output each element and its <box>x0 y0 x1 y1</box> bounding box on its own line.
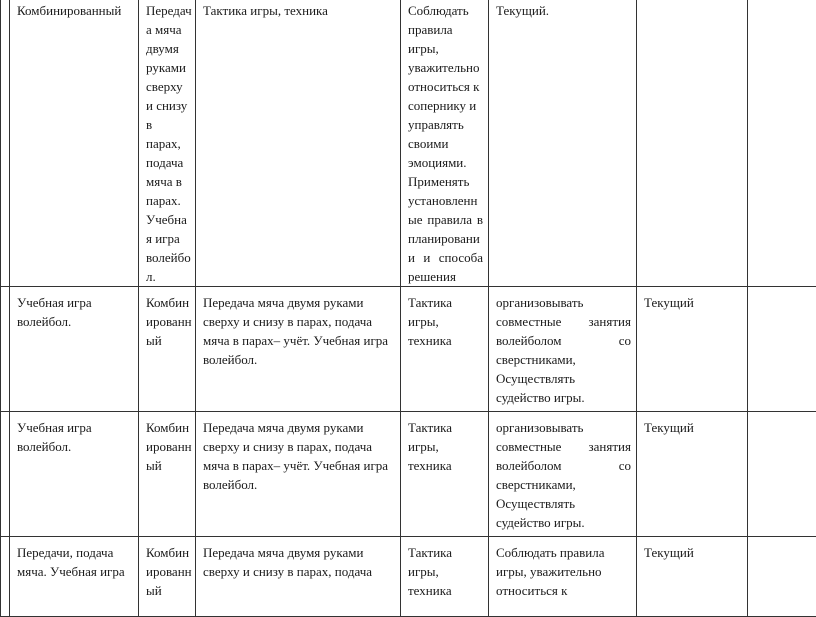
results-cell: Тактика игры, техника <box>401 287 489 412</box>
content-cell: Тактика игры, техника <box>196 0 401 287</box>
content-cell: Передача мяча двумя руками сверху и снизу в парах, подача мяча в парах– учёт. Учебная игра волейбол. <box>196 412 401 537</box>
notes-cell <box>748 287 816 412</box>
table-row <box>1 0 816 287</box>
extra-cell <box>637 0 748 287</box>
topic-cell: Комбин ированн ый <box>139 287 196 412</box>
lesson-type-cell: Учебная игра волейбол. <box>10 287 139 412</box>
table-row <box>1 287 816 412</box>
content-cell: Передача мяча двумя руками сверху и снизу в парах, подача <box>196 537 401 617</box>
results-cell: Тактика игры, техника <box>401 537 489 617</box>
lesson-type-cell: Учебная игра волейбол. <box>10 412 139 537</box>
control-cell: Соблюдать правила игры, уважительно относиться к <box>489 537 637 617</box>
notes-cell <box>748 0 816 287</box>
control-cell: Текущий. <box>489 0 637 287</box>
extra-cell: Текущий <box>637 537 748 617</box>
control-cell: организовывать совместные занятия волейболом со сверстниками, Осуществлять судейство игры. <box>489 412 637 537</box>
row-marker-cell <box>1 0 10 287</box>
results-cell: Соблюдать правила игры, уважительно относиться к сопернику и управлять своими эмоциями. Применять установленн ые правила в планировани и и способа решения <box>401 0 489 287</box>
table-row <box>1 537 816 617</box>
results-cell: Тактика игры, техника <box>401 412 489 537</box>
topic-cell: Комбин ированн ый <box>139 412 196 537</box>
topic-cell: Передач а мяча двумя руками сверху и снизу в парах, подача мяча в парах. Учебна я игра волейбо л. <box>139 0 196 287</box>
extra-cell: Текущий <box>637 412 748 537</box>
control-cell: организовывать совместные занятия волейболом со сверстниками, Осуществлять судейство игры. <box>489 287 637 412</box>
table-row <box>1 412 816 537</box>
content-cell: Передача мяча двумя руками сверху и снизу в парах, подача мяча в парах– учёт. Учебная игра волейбол. <box>196 287 401 412</box>
notes-cell <box>748 412 816 537</box>
extra-cell: Текущий <box>637 287 748 412</box>
row-marker-cell <box>1 537 10 617</box>
notes-cell <box>748 537 816 617</box>
row-marker-cell <box>1 412 10 537</box>
row-marker-cell <box>1 287 10 412</box>
lesson-type-cell: Комбинированный <box>10 0 139 287</box>
topic-cell: Комбин ированн ый <box>139 537 196 617</box>
lesson-type-cell: Передачи, подача мяча. Учебная игра <box>10 537 139 617</box>
